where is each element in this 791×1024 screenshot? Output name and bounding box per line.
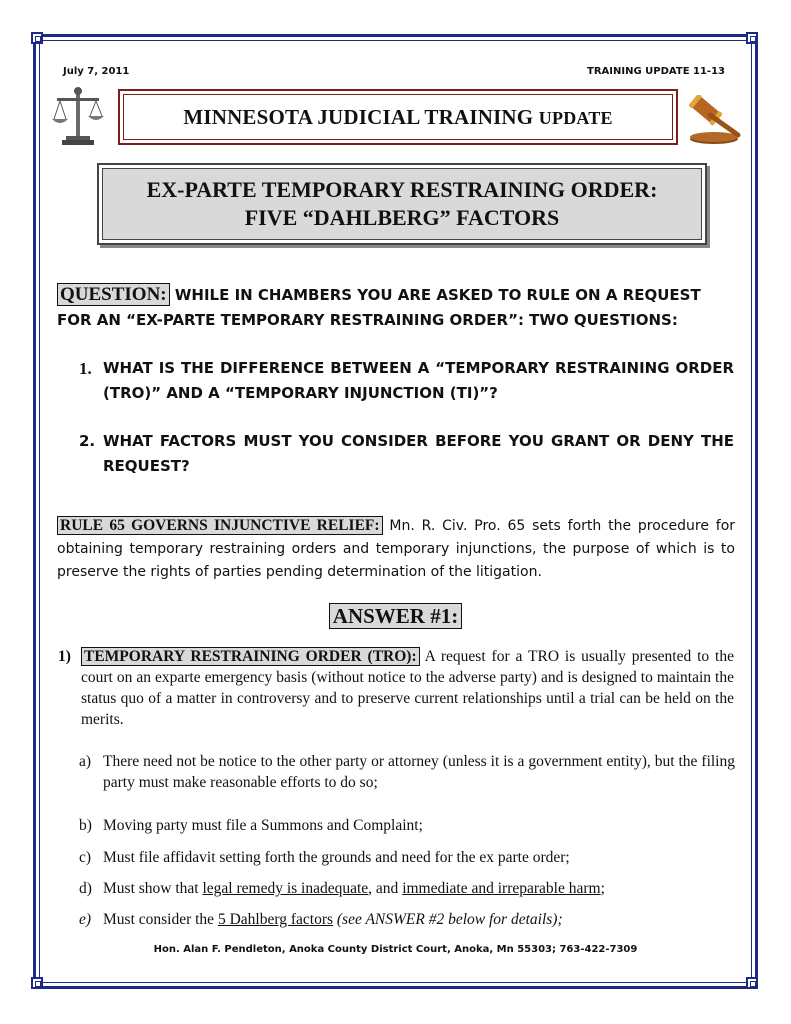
list-letter: d)	[79, 880, 92, 897]
document-title-box	[97, 163, 707, 245]
footer-contact: Hon. Alan F. Pendleton, Anoka County District Court, Anoka, Mn 55303; 763-422-7309	[153, 944, 638, 955]
corner-ornament	[746, 32, 758, 44]
rule-paragraph	[57, 514, 735, 584]
corner-ornament	[31, 977, 43, 989]
scales-of-justice-icon	[51, 86, 105, 146]
tro-text: A request for a TRO is usually presented to the court on an exparte emergency basis (without notice to the adverse party) and is designed to maintain the status quo of a matter in controversy and to preserve current relationships until a trial can be held on the merits.	[81, 648, 734, 728]
title-line-1: EX-PARTE TEMPORARY RESTRAINING ORDER:	[146, 177, 658, 202]
question-item	[79, 429, 734, 479]
title-line-2: FIVE “DAHLBERG” FACTORS	[244, 205, 560, 230]
tro-number: 1)	[58, 648, 71, 665]
irreparable-harm-phrase: immediate and irreparable harm	[402, 880, 601, 897]
question-label: QUESTION:	[57, 283, 170, 306]
list-item	[79, 878, 735, 899]
list-item	[79, 847, 735, 868]
publication-title: MINNESOTA JUDICIAL TRAINING UPDATE	[183, 104, 613, 129]
update-number: TRAINING UPDATE 11-13	[587, 66, 725, 77]
list-letter: a)	[79, 753, 92, 770]
list-letter: e)	[79, 911, 92, 928]
list-item-text: Must file affidavit setting forth the grounds and need for the ex parte order;	[103, 849, 570, 866]
publication-banner	[118, 89, 678, 145]
list-letter: c)	[79, 849, 92, 866]
rule-text: Mn. R. Civ. Pro. 65 sets forth the procedure for obtaining temporary restraining orders and temporary injunctions, the purpose of which is to preserve the rights of parties pending determination of the litigation.	[57, 518, 736, 580]
question-item-text: WHAT FACTORS MUST YOU CONSIDER BEFORE YOU GRANT OR DENY THE REQUEST?	[103, 432, 734, 475]
list-item-text: Moving party must file a Summons and Complaint;	[103, 817, 423, 834]
tro-paragraph	[58, 646, 734, 730]
date-label: July 7, 2011	[63, 66, 130, 77]
list-item-text: There need not be notice to the other party or attorney (unless it is a government entity), but the filing party must make reasonable efforts to do so;	[103, 753, 735, 791]
gavel-icon	[686, 95, 742, 145]
list-item-text: Must consider the 5 Dahlberg factors (see ANSWER #2 below for details);	[103, 911, 563, 928]
list-item	[79, 751, 735, 793]
question-paragraph	[57, 282, 737, 333]
list-item-text: Must show that legal remedy is inadequate, and immediate and irreparable harm;	[103, 880, 605, 897]
question-item	[79, 356, 734, 406]
list-item	[79, 909, 735, 930]
list-letter: b)	[79, 817, 92, 834]
question-item-text: WHAT IS THE DIFFERENCE BETWEEN A “TEMPORARY RESTRAINING ORDER (TRO)” AND A “TEMPORARY INJUNCTION (TI)”?	[103, 359, 734, 402]
question-number: 2.	[79, 432, 96, 450]
corner-ornament	[31, 32, 43, 44]
question-number: 1.	[79, 359, 92, 378]
dahlberg-factors-phrase: 5 Dahlberg factors	[217, 911, 334, 928]
tro-label: TEMPORARY RESTRAINING ORDER (TRO):	[81, 647, 420, 666]
rule-label: RULE 65 GOVERNS INJUNCTIVE RELIEF:	[57, 516, 383, 535]
answer-heading: ANSWER #1:	[0, 604, 791, 629]
legal-remedy-phrase: legal remedy is inadequate	[202, 880, 369, 897]
list-item	[79, 815, 735, 836]
corner-ornament	[746, 977, 758, 989]
question-text: WHILE IN CHAMBERS YOU ARE ASKED TO RULE ON A REQUEST FOR AN “EX-PARTE TEMPORARY RESTRAINING ORDER”: TWO QUESTIONS:	[57, 286, 701, 329]
